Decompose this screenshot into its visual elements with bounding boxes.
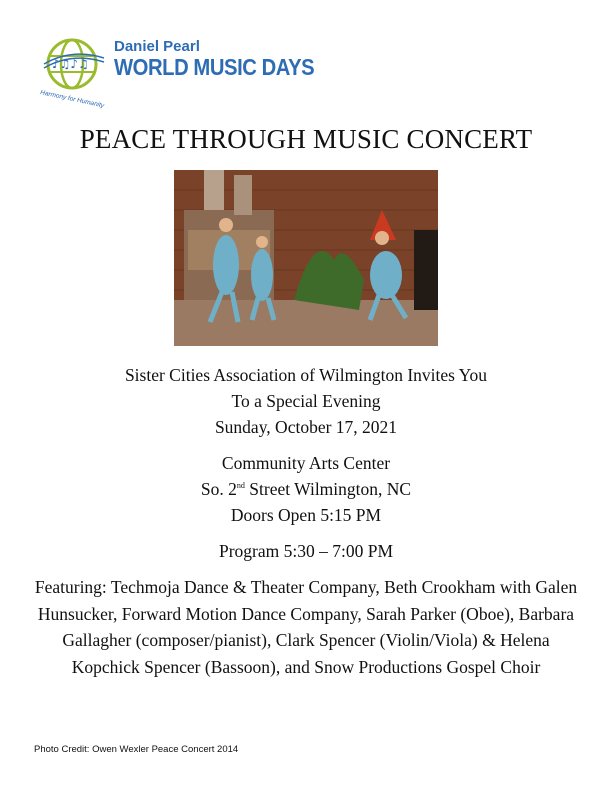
venue-block [0, 450, 612, 528]
dancers-performance-photo [174, 170, 438, 346]
invite-line2: To a Special Evening [231, 391, 381, 411]
photo-credit: Photo Credit: Owen Wexler Peace Concert 2014 [34, 744, 239, 755]
venue-street-pre: So. 2 [200, 479, 237, 499]
venue-street-post: Street Wilmington, NC [244, 479, 412, 499]
logo [38, 34, 315, 110]
logo-line1: Daniel Pearl [114, 38, 200, 55]
venue-street [0, 476, 612, 502]
invite-block [0, 362, 612, 440]
venue-name: Community Arts Center [221, 453, 391, 473]
globe-music-notes-icon [38, 34, 112, 110]
featuring-text: Featuring: Techmoja Dance & Theater Company, Beth Crookham with Galen Hunsucker, Forward Motion Dance Company, Sarah Parker (Oboe), Barbara Gallagher (composer/pianist), Clark Spencer (Violin/Viola) & Helena Kopchick Spencer (Bassoon), and Snow Productions Gospel Choir [34, 577, 578, 677]
event-date: Sunday, October 17, 2021 [214, 417, 398, 437]
program-time: Program 5:30 – 7:00 PM [218, 541, 394, 561]
logo-tagline: Harmony for Humanity [39, 89, 105, 110]
svg-text:♪♫♪♫: ♪♫♪♫ [52, 57, 89, 71]
invite-line1: Sister Cities Association of Wilmington Invites You [124, 365, 488, 385]
doors-open: Doors Open 5:15 PM [230, 505, 382, 525]
venue-street-sup: nd [236, 481, 245, 491]
page-title: PEACE THROUGH MUSIC CONCERT [79, 124, 533, 154]
logo-line2: WORLD MUSIC DAYS [114, 54, 315, 80]
